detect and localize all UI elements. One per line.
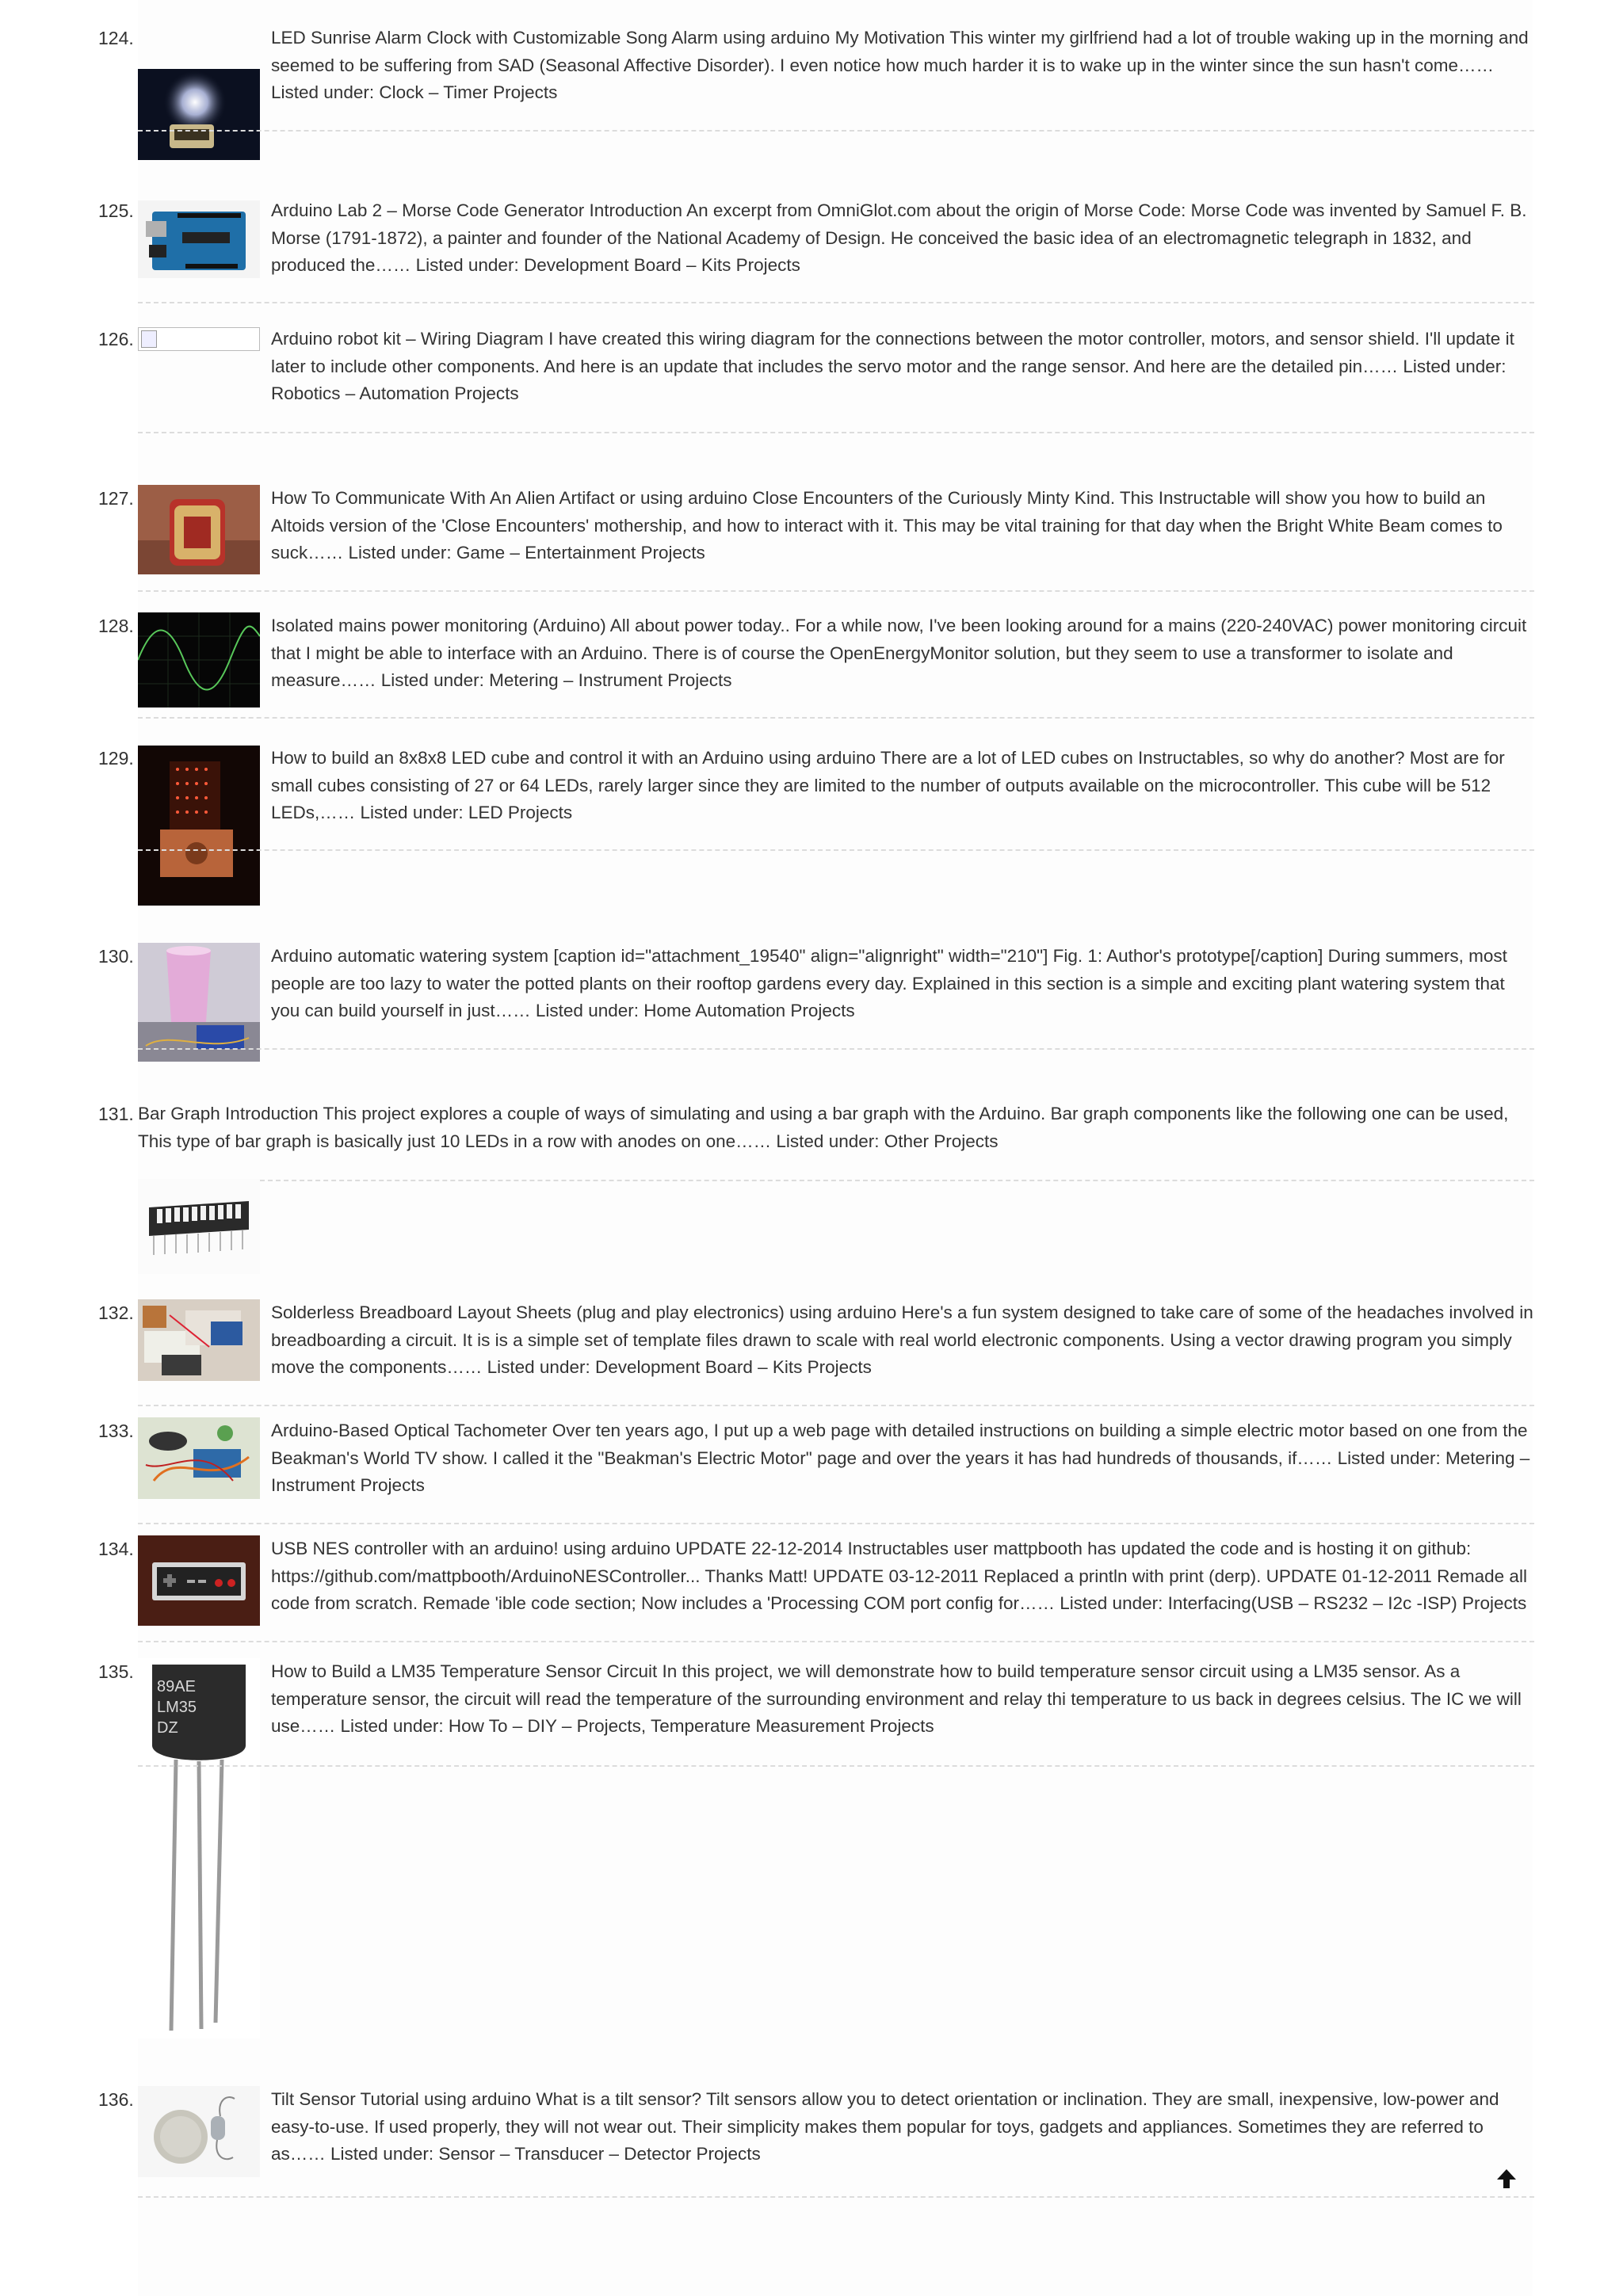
nes-controller-thumbnail[interactable] [138, 1535, 260, 1626]
oscilloscope-thumbnail[interactable] [138, 612, 260, 707]
arduino-board-thumbnail[interactable] [138, 200, 260, 278]
arduino-board-image [138, 200, 260, 278]
bar-graph-led-image [138, 1179, 260, 1274]
broken-image-thumbnail[interactable] [138, 327, 260, 351]
item-description[interactable]: Bar Graph Introduction This project explores a couple of ways of simulating and using a bar graph with the Arduino. Bar graph components like the following one can be used, This type of bar graph is basically just 10 LEDs in a row with anodes on one…… Listed under: Other Projects [138, 1104, 1509, 1151]
item-number: 134. [98, 1539, 134, 1559]
item-separator [138, 717, 1534, 719]
item-separator [138, 1523, 1534, 1524]
broken-image-icon [141, 330, 157, 348]
svg-text:DZ: DZ [157, 1719, 178, 1737]
item-separator [138, 130, 1534, 132]
item-separator [138, 302, 1534, 303]
alarm-clock-thumbnail[interactable] [138, 69, 260, 160]
watering-system-image [138, 943, 260, 1062]
alarm-clock-image [138, 69, 260, 160]
item-description[interactable]: How To Communicate With An Alien Artifact or using arduino Close Encounters of the Curiously Minty Kind. This Instructable will show you how to build an Altoids version of the 'Close Encounters' mothership, and how to interact with it. This may be vital training for that day when the Bright White Beam comes to suck…… Listed under: Game – Entertainment Projects [271, 488, 1503, 563]
item-number: 131. [98, 1104, 134, 1124]
item-number: 125. [98, 200, 134, 221]
item-description[interactable]: Arduino Lab 2 – Morse Code Generator Introduction An excerpt from OmniGlot.com about the origin of Morse Code: Morse Code was invented by Samuel F. B. Morse (1791-1872), a painter and founder of the National Academy of Design. He conceived the basic idea of an electromagnetic telegraph in 1832, and produced the…… Listed under: Development Board – Kits Projects [271, 200, 1527, 275]
item-description[interactable]: USB NES controller with an arduino! using arduino UPDATE 22-12-2014 Instructables user mattpbooth has updated the code and is hosting it on github: https://github.com/mattpbooth/ArduinoNESController... Thanks Matt! UPDATE 03-12-2011 Replaced a println with print (derp). UPDATE 01-12-2011 Remade all code from scratch. Remade 'ible code section; Now includes a 'Processing COM port config for…… Listed under: Interfacing(USB – RS232 – I2c -ISP) Projects [271, 1539, 1527, 1613]
svg-text:89AE: 89AE [157, 1678, 196, 1695]
breadboard-image [138, 1299, 260, 1381]
item-number: 129. [98, 748, 134, 769]
item-separator [138, 432, 1534, 433]
item-description[interactable]: How to Build a LM35 Temperature Sensor Circuit In this project, we will demonstrate how to build temperature sensor circuit using a LM35 sensor. As a temperature sensor, the circuit will read the temperature of the surrounding environment and relay thi temperature to us back in degrees celsius. The IC we will use…… Listed under: How To – DIY – Projects, Temperature Measurement Projects [271, 1661, 1522, 1736]
item-number: 132. [98, 1302, 134, 1323]
breadboard-thumbnail[interactable] [138, 1299, 260, 1381]
item-number: 136. [98, 2089, 134, 2110]
lm35-sensor-image [138, 1658, 260, 2039]
item-separator [138, 1765, 1534, 1767]
item-number: 124. [98, 28, 134, 48]
bar-graph-led-thumbnail[interactable] [138, 1179, 260, 1274]
item-separator [138, 1641, 1534, 1642]
led-cube-image [138, 746, 260, 906]
item-description[interactable]: How to build an 8x8x8 LED cube and control it with an Arduino using arduino There are a lot of LED cubes on Instructables, so why do another? Most are for small cubes consisting of 27 or 64 LEDs, rarely larger since they are limited to the number of outputs available on the microcontroller. This cube will be 512 LEDs,…… Listed under: LED Projects [271, 748, 1505, 822]
tilt-sensor-thumbnail[interactable] [138, 2086, 260, 2177]
tachometer-image [138, 1417, 260, 1499]
led-cube-thumbnail[interactable] [138, 746, 260, 906]
nes-controller-image [138, 1535, 260, 1626]
oscilloscope-image [138, 612, 260, 707]
item-separator [260, 1180, 1534, 1181]
watering-system-thumbnail[interactable] [138, 943, 260, 1062]
item-description[interactable]: Isolated mains power monitoring (Arduino) All about power today.. For a while now, I've been looking around for a mains (220-240VAC) power monitoring circuit that I might be able to interface with an Arduino. There is of course the OpenEnergyMonitor solution, but they seem to use a transformer to isolate and measure…… Listed under: Metering – Instrument Projects [271, 616, 1527, 690]
item-number: 127. [98, 488, 134, 509]
item-description[interactable]: Arduino automatic watering system [caption id="attachment_19540" align="alignright" width="210"] Fig. 1: Author's prototype[/caption] During summers, most people are too lazy to water the potted plants on their rooftop gardens every day. Explained in this section is a simple and exciting plant watering system that you can build yourself in just…… Listed under: Home Automation Projects [271, 946, 1507, 1020]
item-description[interactable]: Tilt Sensor Tutorial using arduino What is a tilt sensor? Tilt sensors allow you to detect orientation or inclination. They are small, inexpensive, low-power and easy-to-use. If used properly, they will not wear out. Their simplicity makes them popular for toys, gadgets and appliances. Sometimes they are referred to as…… Listed under: Sensor – Transducer – Detector Projects [271, 2089, 1499, 2164]
item-number: 133. [98, 1421, 134, 1441]
scroll-to-top-button[interactable] [1493, 2165, 1520, 2192]
item-description[interactable]: Arduino-Based Optical Tachometer Over ten years ago, I put up a web page with detailed instructions on building a simple electric motor based on one from the Beakman's World TV show. I called it the "Beakman's Electric Motor" page and over the years it has had hundreds of thousands, if…… Listed under: Metering – Instrument Projects [271, 1421, 1530, 1495]
item-number: 135. [98, 1661, 134, 1682]
item-description[interactable]: LED Sunrise Alarm Clock with Customizable Song Alarm using arduino My Motivation This winter my girlfriend had a lot of trouble waking up in the morning and seemed to be suffering from SAD (Seasonal Affective Disorder). I even notice how much harder it is to wake up in the winter since the sun hasn't come…… Listed under: Clock – Timer Projects [271, 28, 1529, 102]
lm35-sensor-thumbnail[interactable] [138, 1658, 260, 2039]
item-separator [138, 2196, 1534, 2198]
item-separator [138, 1405, 1534, 1406]
svg-text:LM35: LM35 [157, 1699, 197, 1716]
item-number: 126. [98, 329, 134, 349]
item-number: 128. [98, 616, 134, 636]
item-description[interactable]: Solderless Breadboard Layout Sheets (plug and play electronics) using arduino Here's a fun system designed to take care of some of the headaches involved in breadboarding a circuit. It is is a simple set of template files drawn to scale with real world electronic components. Using a vector drawing program you simply move the components…… Listed under: Development Board – Kits Projects [271, 1302, 1533, 1377]
item-separator [138, 590, 1534, 592]
item-description[interactable]: Arduino robot kit – Wiring Diagram I have created this wiring diagram for the connections between the motor controller, motors, and sensor shield. I'll update it later to include other components. And here is an update that includes the servo motor and the range sensor. And here are the detailed pin…… Listed under: Robotics – Automation Projects [271, 329, 1514, 403]
item-separator [138, 849, 1534, 851]
altoids-tin-thumbnail[interactable] [138, 485, 260, 574]
arrow-up-icon [1496, 2168, 1517, 2190]
tachometer-thumbnail[interactable] [138, 1417, 260, 1499]
item-separator [138, 1048, 1534, 1050]
tilt-sensor-image [138, 2086, 260, 2177]
altoids-tin-image [138, 485, 260, 574]
item-number: 130. [98, 946, 134, 967]
